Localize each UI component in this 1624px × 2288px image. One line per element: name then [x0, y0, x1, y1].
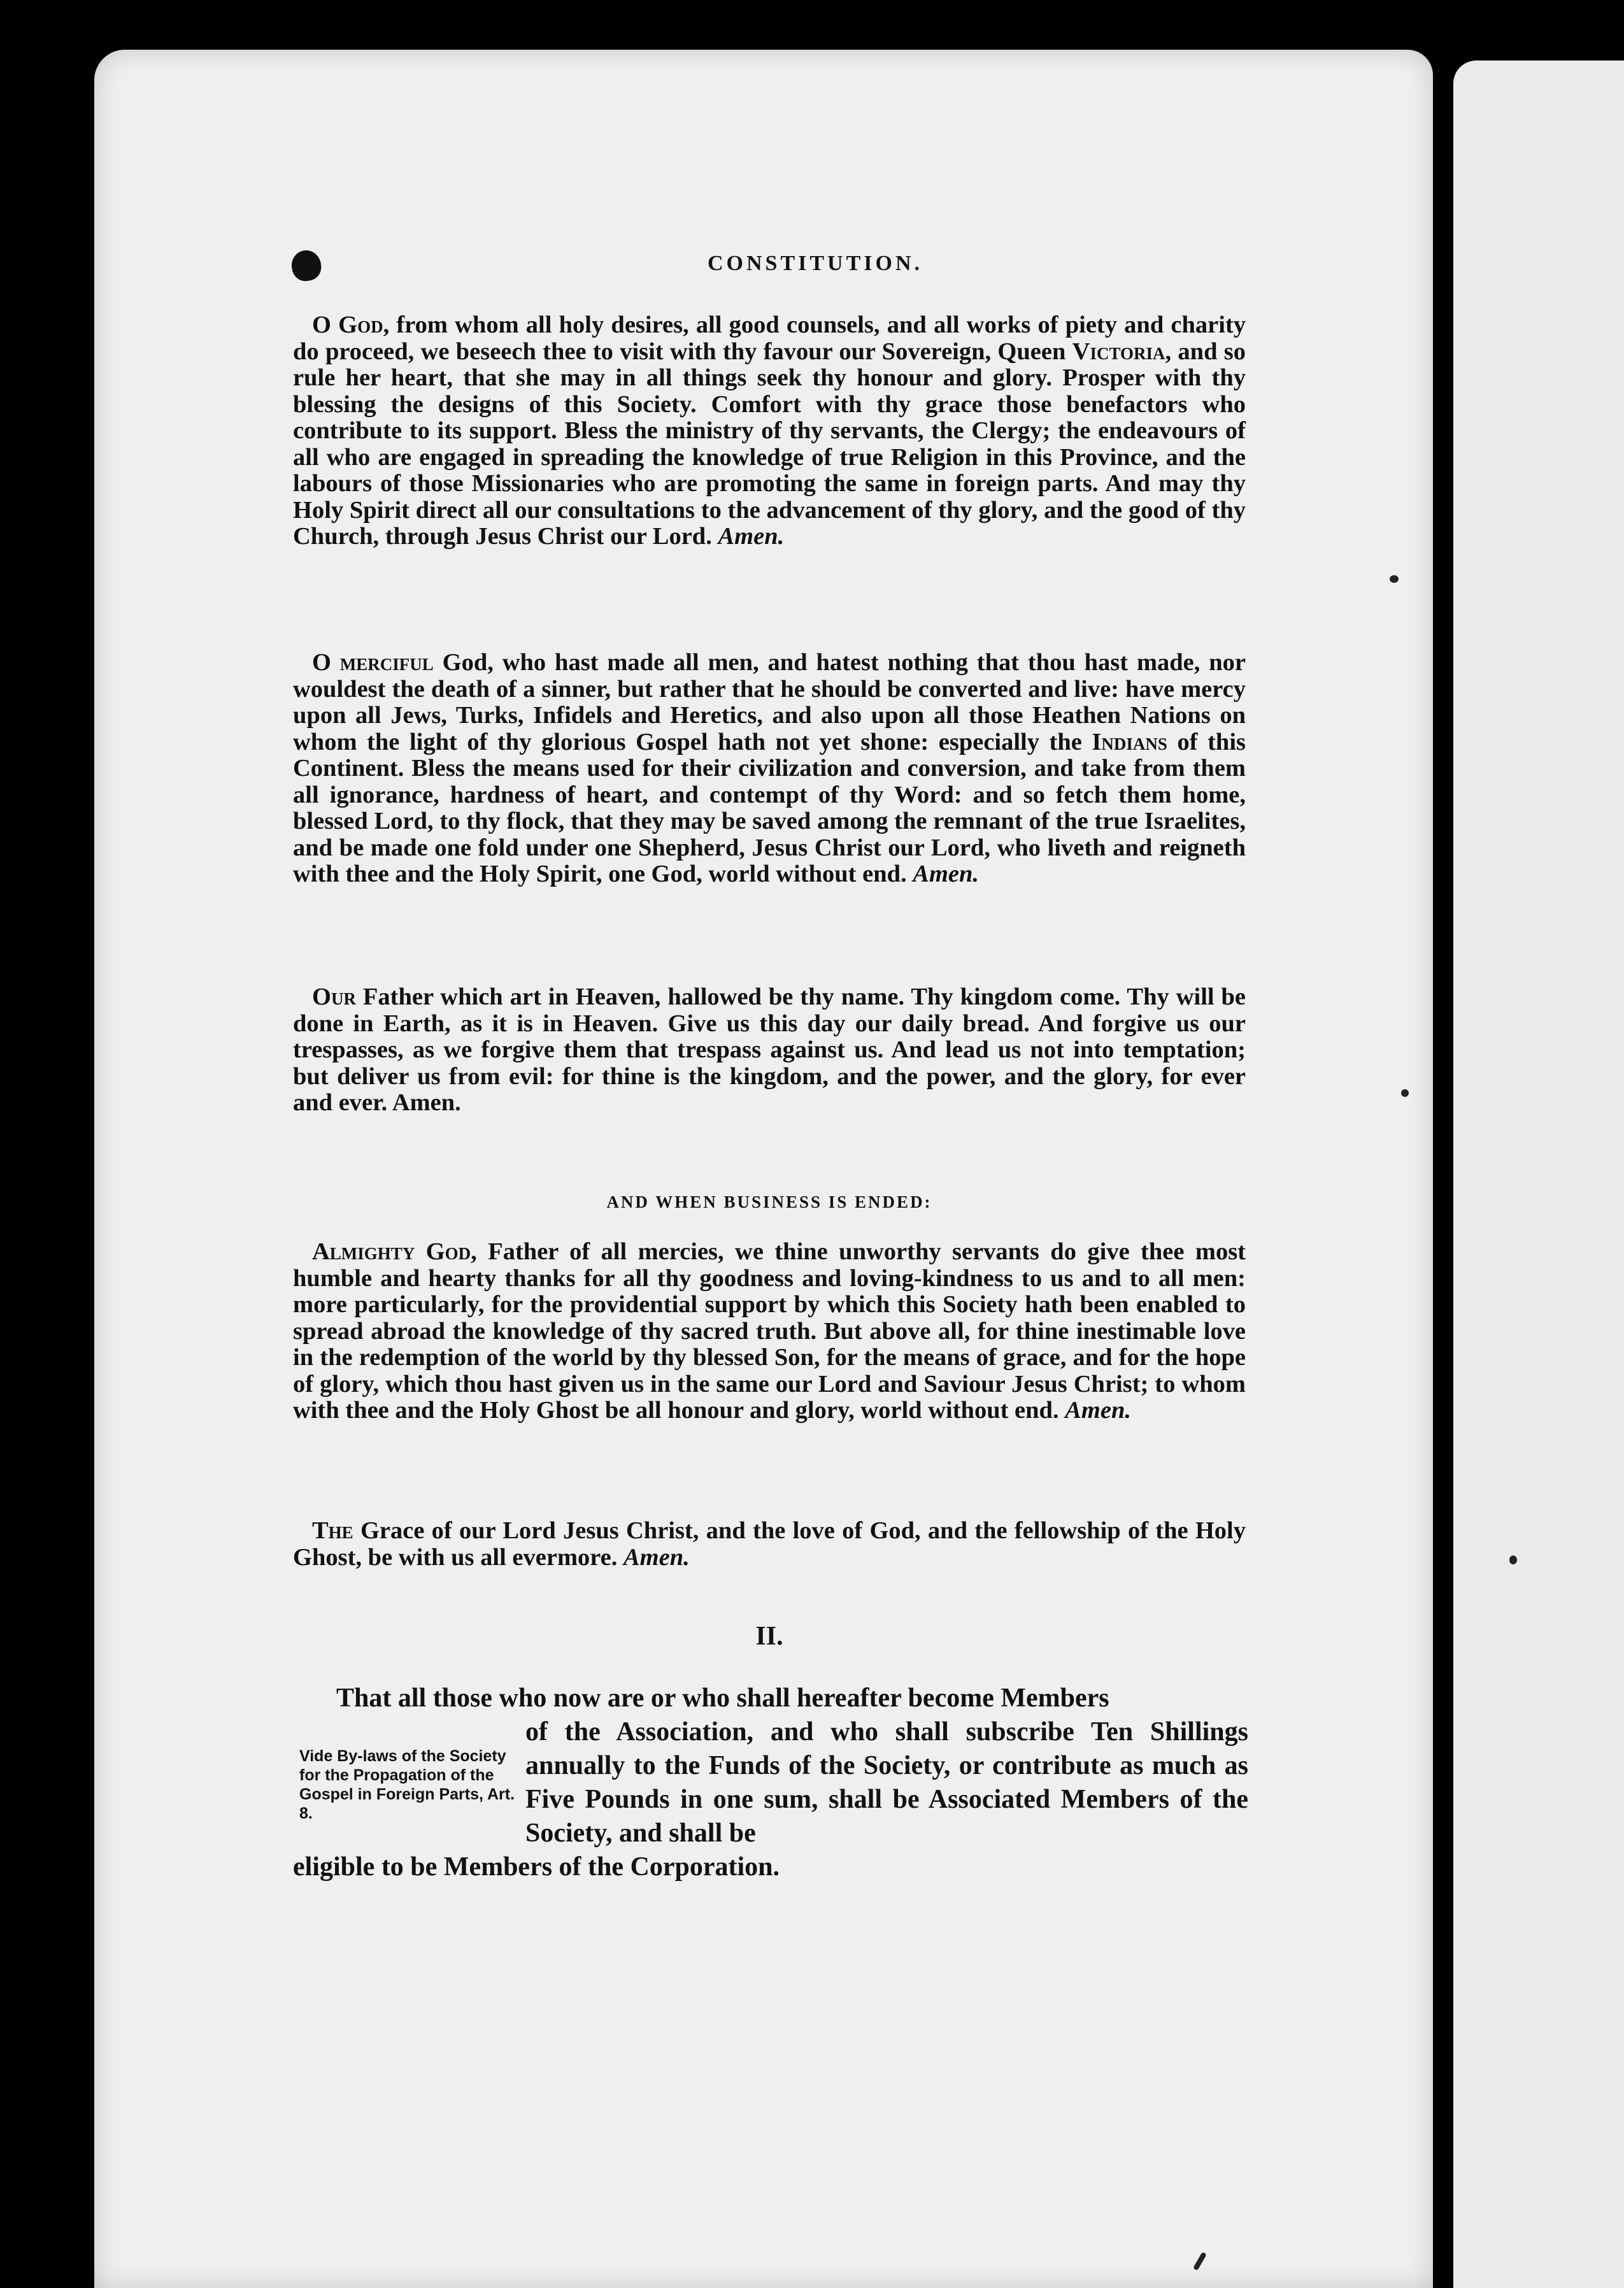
- prayer-paragraph-2: [293, 650, 1246, 888]
- prayer-text: God, who hast made all men, and hatest nothing that thou hast made, nor wouldest the death of a sinner, but rather that he should be converted and live: have mercy upon all Jews, Turks, Infidels and Heretics, and also upon all those Heathen Nations on whom the light of thy glorious Gospel hath not yet shone: especially the: [293, 649, 1246, 755]
- article-last-line: eligible to be Members of the Corporation.: [293, 1852, 780, 1882]
- article-number: II.: [755, 1622, 783, 1651]
- closing-prayer-paragraph: [293, 1239, 1246, 1424]
- print-speck: [1390, 575, 1399, 583]
- closing-heading: AND WHEN BUSINESS IS ENDED:: [606, 1192, 932, 1212]
- prayer-text: from whom all holy desires, all good counsels, and all works of piety and charity do proceed, we beseech thee to visit with thy favour our Sovereign, Queen: [293, 311, 1246, 365]
- article-body: of the Association, and who shall subscribe Ten Shillings annually to the Funds of the Society, or contribute as much as Five Pounds in one sum, shall be Associated Members of the Society, and shall be: [525, 1717, 1248, 1848]
- lords-prayer-paragraph: [293, 984, 1246, 1117]
- print-speck: [1509, 1555, 1517, 1564]
- prayer-text-continued: and so rule her heart, that she may in all things seek thy honour and glory. Prosper with thy blessing the designs of this Society. Comfort with thy grace those benefactors who contribute to its support. Bless the ministry of thy servants, the Clergy; the endeavours of all who are engaged in spreading the knowledge of true Religion in this Province, and the labours of those Missionaries who are promoting the same in foreign parts. And may thy Holy Spirit direct all our consultations to the advancement of thy glory, and the good of thy Church, through Jesus Christ our Lord.: [293, 338, 1246, 550]
- prayer-amen: Amen.: [718, 523, 785, 550]
- adjacent-page-edge: [1453, 61, 1624, 2288]
- prayer-lead: O God,: [312, 311, 390, 338]
- indians-name: Indians: [1092, 728, 1167, 755]
- prayer-paragraph-1: [293, 312, 1246, 550]
- prayer-amen: Amen.: [1065, 1397, 1131, 1424]
- prayer-lead: Almighty God,: [312, 1238, 477, 1265]
- running-head: CONSTITUTION.: [707, 252, 923, 275]
- article-first-line: That all those who now are or who shall hereafter become Members: [336, 1684, 1109, 1713]
- prayer-text-continued: of this Continent. Bless the means used for their civilization and conversion, and take from them all ignorance, hardness of heart, and contempt of thy Word: and so fetch them home, blessed Lord, to thy flock, that they may be saved among the remnant of the true Israelites, and be made one fold under one Shepherd, Jesus Christ our Lord, who liveth and reigneth with thee and the Holy Spirit, one God, world without end.: [293, 728, 1246, 887]
- margin-sidenote: Vide By-laws of the Society for the Propagation of the Gospel in Foreign Parts, Art. 8.: [299, 1747, 515, 1822]
- prayer-lead: Our: [312, 983, 356, 1010]
- prayer-lead: O merciful: [312, 649, 434, 676]
- prayer-text: Father of all mercies, we thine unworthy servants do give thee most humble and hearty thanks for all thy goodness and loving-kindness to us and to all men: more particularly, for the providential support by which this Society hath been enabled to spread abroad the knowledge of thy sacred truth. But above all, for thine inestimable love in the redemption of the world by thy blessed Son, for the means of grace, and for the hope of glory, which thou hast given us in the same our Lord and Saviour Jesus Christ; to whom with thee and the Holy Ghost be all honour and glory, world without end.: [293, 1238, 1246, 1424]
- print-speck: [1401, 1089, 1409, 1097]
- prayer-text: Father which art in Heaven, hallowed be thy name. Thy kingdom come. Thy will be done in Earth, as it is in Heaven. Give us this day our daily bread. And forgive us our trespasses, as we forgive them that trespass against us. And lead us not into temptation; but deliver us from evil: for thine is the kingdom, and the power, and the glory, for ever and ever. Amen.: [293, 983, 1246, 1116]
- sovereign-name: Victoria,: [1072, 338, 1172, 365]
- grace-paragraph: [293, 1518, 1246, 1571]
- prayer-amen: Amen.: [623, 1543, 690, 1571]
- prayer-lead: The: [312, 1517, 353, 1544]
- prayer-text: Grace of our Lord Jesus Christ, and the love of God, and the fellowship of the Holy Ghost, be with us all evermore.: [293, 1517, 1246, 1571]
- prayer-amen: Amen.: [913, 861, 979, 887]
